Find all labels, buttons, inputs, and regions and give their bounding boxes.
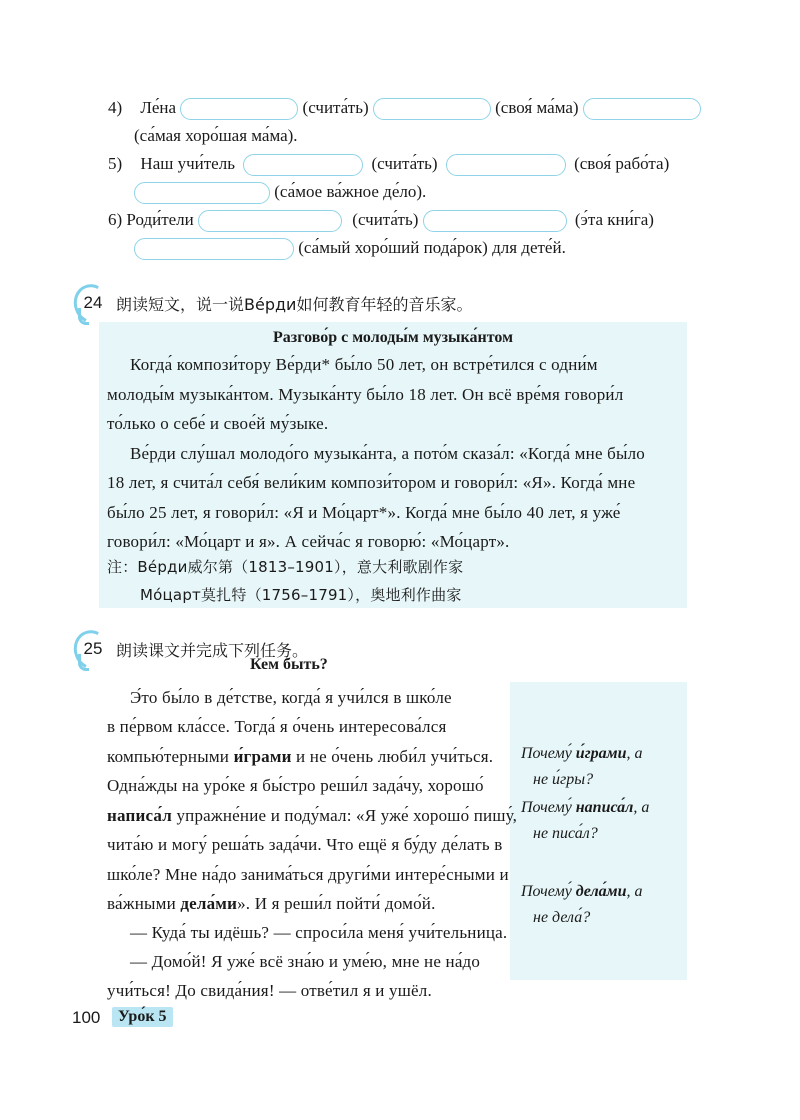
object-hint: (э́та кни́га) — [574, 210, 654, 229]
story-line: в пе́рвом кла́ссе. Тогда́ я о́чень интересова́лся — [107, 717, 447, 736]
task-24-header — [76, 286, 472, 320]
story-line: Одна́жды на уро́ке я бы́стро реши́л зада́чу, хорошо́ — [107, 776, 484, 795]
object-hint: (своя́ ма́ма) — [495, 98, 579, 117]
phrase-hint: (са́мый хоро́ший пода́рок) для дете́й. — [298, 238, 566, 257]
verb-hint: (счита́ть) — [302, 98, 369, 117]
side-question-1b: не и́гры? — [533, 771, 594, 788]
task-number-badge: 25 — [76, 632, 110, 666]
answer-blank[interactable] — [134, 238, 294, 260]
footnote-1 — [107, 552, 463, 582]
highlight-word: дела́ми — [180, 894, 238, 913]
answer-blank[interactable] — [583, 98, 701, 120]
highlight-word: написа́л — [107, 806, 173, 825]
text-span: , а — [626, 883, 643, 900]
text-span: ». И я реши́л пойти́ домо́й. — [237, 894, 436, 913]
answer-blank[interactable] — [446, 154, 566, 176]
footnote-2 — [140, 580, 462, 610]
exercise-line-4 — [108, 96, 701, 120]
subject-word: Роди́тели — [126, 210, 194, 229]
answer-blank[interactable] — [423, 210, 567, 232]
highlight-word: дела́ми — [575, 883, 627, 900]
side-question-1 — [521, 742, 642, 766]
text-span: Почему́ — [521, 745, 576, 762]
side-question-2 — [521, 796, 649, 820]
text-span: Почему́ — [521, 799, 576, 816]
subject-word: Ле́на — [140, 98, 177, 117]
side-question-2b: не писа́л? — [533, 825, 598, 842]
verb-hint: (счита́ть) — [371, 154, 438, 173]
subject-word: Наш учи́тель — [140, 154, 235, 173]
story-line — [107, 801, 517, 831]
story-line — [107, 742, 493, 772]
item-number: 5) — [108, 154, 123, 173]
story-line: учи́ться! До свида́ния! — отве́тил я и ушёл. — [107, 981, 432, 1000]
reading-title: Разгово́р с молоды́м музыка́нтом — [273, 329, 513, 346]
lesson-tag: Уро́к 5 — [112, 1007, 173, 1027]
exercise-line-5 — [108, 152, 669, 176]
text-span: , а — [633, 799, 650, 816]
text-span: и не о́чень люби́л учи́ться. — [291, 747, 494, 766]
story-title: Кем быть? — [250, 656, 328, 673]
phrase-hint: (са́мое ва́жное де́ло). — [274, 182, 427, 201]
exercise-line-5b — [134, 180, 426, 204]
reading-line: то́лько о себе́ и свое́й му́зыке. — [107, 414, 329, 433]
answer-blank[interactable] — [243, 154, 363, 176]
exercise-line-4b: (са́мая хоро́шая ма́ма). — [134, 126, 298, 145]
note-text: Ве́рди威尔第（1813–1901），意大利歌剧作家 — [137, 558, 464, 576]
reading-line: 18 лет, я счита́л себя́ вели́ким компози́тором и говори́л: «Я». Когда́ мне — [107, 473, 636, 492]
side-question-3b: не дела́? — [533, 909, 591, 926]
story-line — [107, 889, 436, 919]
text-span: компью́терными — [107, 747, 234, 766]
exercise-line-6b — [134, 236, 566, 260]
reading-line: говори́л: «Мо́царт и я». А сейча́с я говорю́: «Мо́царт». — [107, 532, 510, 551]
object-hint: (своя́ рабо́та) — [574, 154, 670, 173]
answer-blank[interactable] — [373, 98, 491, 120]
answer-blank[interactable] — [180, 98, 298, 120]
note-label: 注： — [107, 558, 138, 576]
story-line: шко́ле? Мне на́до занима́ться други́ми интере́сными и — [107, 865, 509, 884]
side-question-3 — [521, 880, 643, 904]
item-number: 4) — [108, 98, 123, 117]
text-span: упражне́ние и поду́мал: «Я уже́ хорошо́ пишу́, — [172, 806, 518, 825]
reading-line: Когда́ компози́тору Ве́рди* бы́ло 50 лет, он встре́тился с одни́м — [130, 355, 598, 374]
note-text: Мо́царт莫扎特（1756–1791），奥地利作曲家 — [140, 586, 462, 604]
text-span: ва́жными — [107, 894, 181, 913]
page-number: 100 — [72, 1008, 101, 1027]
exercise-line-6 — [108, 208, 654, 232]
reading-line: бы́ло 25 лет, я говори́л: «Я и Мо́царт*». Когда́ мне бы́ло 40 лет, я уже́ — [107, 503, 621, 522]
answer-blank[interactable] — [134, 182, 270, 204]
task-number-badge: 24 — [76, 286, 110, 320]
story-line: — Домо́й! Я уже́ всё зна́ю и уме́ю, мне не на́до — [130, 952, 481, 971]
reading-line: молоды́м музыка́нтом. Музыка́нту бы́ло 18 лет. Он всё вре́мя говори́л — [107, 385, 624, 404]
story-line: — Куда́ ты идёшь? — спроси́ла меня́ учи́тельница. — [130, 923, 508, 942]
item-number: 6) — [108, 210, 123, 229]
text-span: , а — [626, 745, 643, 762]
task-instruction: 朗读短文，说一说Ве́рди如何教育年轻的音乐家。 — [116, 294, 473, 314]
verb-hint: (счита́ть) — [352, 210, 419, 229]
text-span: Почему́ — [521, 883, 576, 900]
story-line: Э́то бы́ло в де́тстве, когда́ я учи́лся в шко́ле — [130, 688, 452, 707]
task-instruction: 朗读课文并完成下列任务。 — [116, 640, 309, 660]
reading-line: Ве́рди слу́шал молодо́го музыка́нта, а пото́м сказа́л: «Когда́ мне бы́ло — [130, 444, 645, 463]
highlight-word: и́грами — [575, 745, 627, 762]
answer-blank[interactable] — [198, 210, 342, 232]
highlight-word: написа́л — [575, 799, 634, 816]
highlight-word: и́грами — [233, 747, 292, 766]
story-line: чита́ю и могу́ реша́ть зада́чи. Что ещё я бу́ду де́лать в — [107, 835, 503, 854]
